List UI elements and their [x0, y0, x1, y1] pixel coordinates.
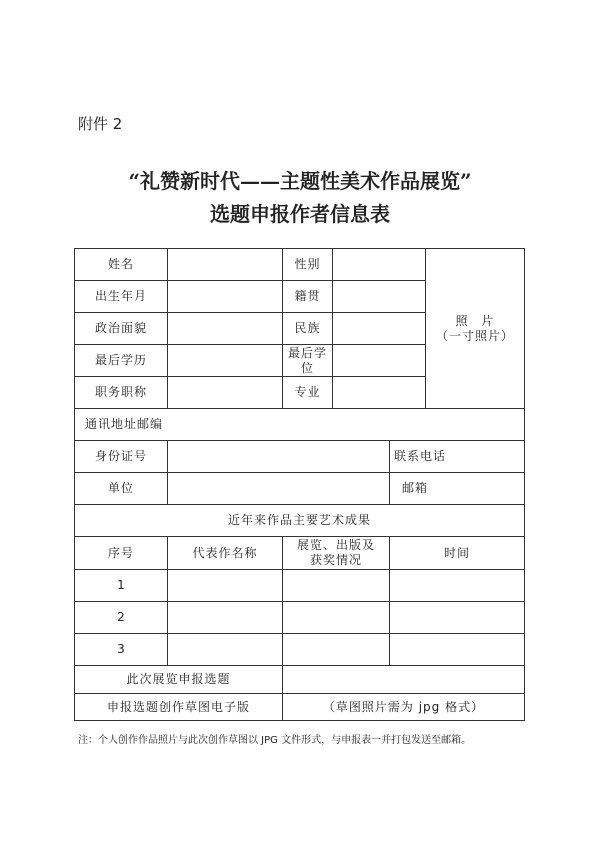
name-label: 姓名 — [75, 249, 168, 281]
birth-cell[interactable] — [168, 281, 283, 313]
degree-cell[interactable] — [333, 345, 426, 377]
address-field[interactable]: 通讯地址邮编 — [75, 409, 525, 441]
employer-cell[interactable] — [168, 473, 390, 505]
education-label: 最后学历 — [75, 345, 168, 377]
row-index: 3 — [75, 634, 168, 666]
education-cell[interactable] — [168, 345, 283, 377]
title-line-1: “礼赞新时代——主题性美术作品展览” — [128, 169, 472, 193]
col-header-work: 代表作名称 — [168, 537, 283, 570]
col-header-index: 序号 — [75, 537, 168, 570]
row-index: 2 — [75, 602, 168, 634]
sketch-format-note: （草图照片需为 jpg 格式） — [283, 694, 525, 721]
exhibition-cell[interactable] — [283, 602, 390, 634]
birth-label: 出生年月 — [75, 281, 168, 313]
ethnicity-label: 民族 — [283, 313, 333, 345]
political-status-cell[interactable] — [168, 313, 283, 345]
ethnicity-cell[interactable] — [333, 313, 426, 345]
time-cell[interactable] — [390, 570, 525, 602]
annex-label: 附件 2 — [78, 115, 123, 133]
work-cell[interactable] — [168, 634, 283, 666]
title-line-2: 选题申报作者信息表 — [210, 202, 390, 226]
major-label: 专业 — [283, 377, 333, 409]
row-index: 1 — [75, 570, 168, 602]
time-cell[interactable] — [390, 602, 525, 634]
id-number-cell[interactable] — [168, 441, 390, 473]
gender-label: 性别 — [283, 249, 333, 281]
col-header-time: 时间 — [390, 537, 525, 570]
job-title-cell[interactable] — [168, 377, 283, 409]
submission-topic-label: 此次展览申报选题 — [75, 666, 283, 694]
gender-cell[interactable] — [333, 249, 426, 281]
exhibition-cell[interactable] — [283, 634, 390, 666]
degree-label: 最后学位 — [283, 345, 333, 377]
photo-box[interactable] — [426, 249, 525, 409]
name-cell[interactable] — [168, 249, 283, 281]
native-place-label: 籍贯 — [283, 281, 333, 313]
exhibition-cell[interactable] — [283, 570, 390, 602]
id-number-label: 身份证号 — [75, 441, 168, 473]
time-cell[interactable] — [390, 634, 525, 666]
work-cell[interactable] — [168, 602, 283, 634]
footnote: 注：个人创作作品照片与此次创作草图以 JPG 文件形式，与申报表一并打包发送至邮箱。 — [78, 735, 472, 746]
native-place-cell[interactable] — [333, 281, 426, 313]
author-info-table — [74, 248, 525, 721]
email-label: 邮箱 — [390, 473, 525, 505]
job-title-label: 职务职称 — [75, 377, 168, 409]
achievements-heading: 近年来作品主要艺术成果 — [75, 505, 525, 537]
photo-label: 照 片 — [455, 313, 495, 328]
political-status-label: 政治面貌 — [75, 313, 168, 345]
major-cell[interactable] — [333, 377, 426, 409]
employer-label: 单位 — [75, 473, 168, 505]
work-cell[interactable] — [168, 570, 283, 602]
sketch-label: 申报选题创作草图电子版 — [75, 694, 283, 721]
col-header-exhibition: 展览、出版及获奖情况 — [283, 537, 390, 570]
submission-topic-cell[interactable] — [283, 666, 525, 694]
phone-label: 联系电话 — [390, 441, 525, 473]
photo-size-label: （一寸照片） — [435, 328, 514, 343]
